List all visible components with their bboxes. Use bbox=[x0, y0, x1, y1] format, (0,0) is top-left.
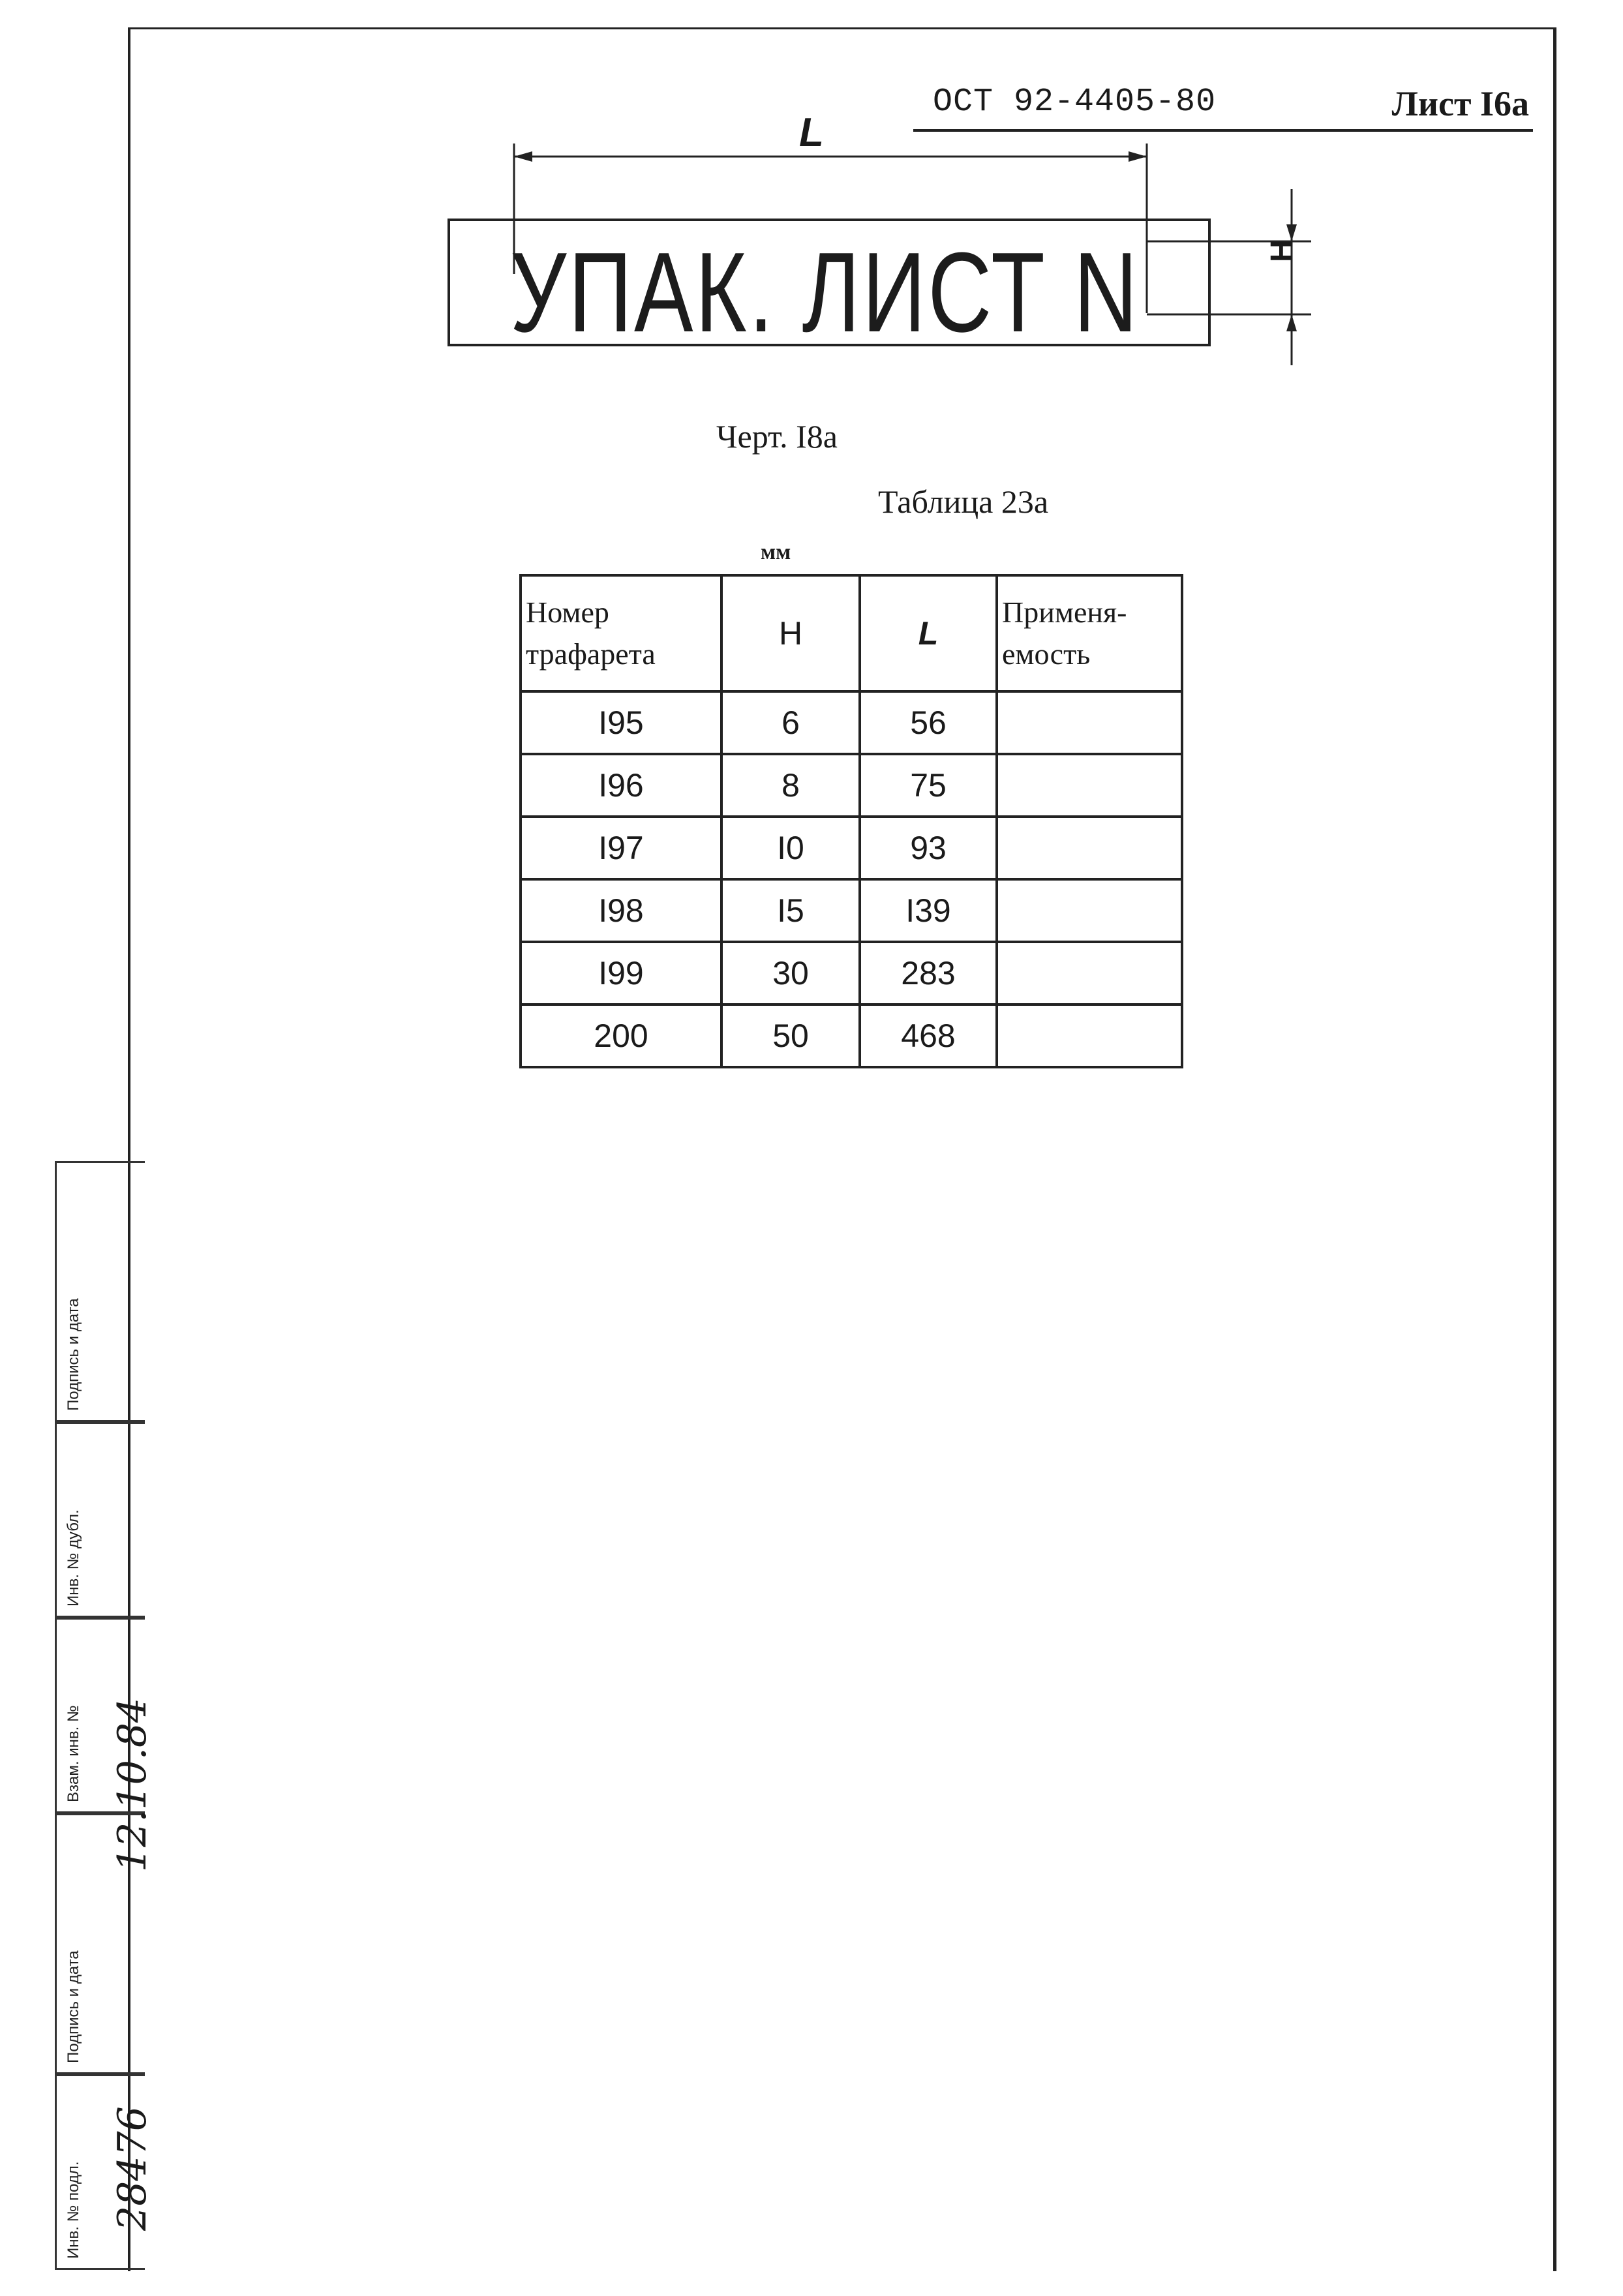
dimension-length-label: L bbox=[799, 110, 824, 155]
cell-h: 30 bbox=[721, 942, 860, 1004]
stamp-label: Инв. № дубл. bbox=[65, 1509, 82, 1607]
cell-l: 56 bbox=[860, 691, 997, 754]
table-row bbox=[521, 691, 1182, 754]
handwritten-inventory-number: 28476 bbox=[110, 2106, 155, 2231]
cell-l: 468 bbox=[860, 1004, 997, 1067]
header-number-line2: трафарета bbox=[526, 637, 656, 671]
table-row bbox=[521, 879, 1182, 942]
cell-h: I0 bbox=[721, 817, 860, 879]
table-row bbox=[521, 942, 1182, 1004]
table-units: мм bbox=[761, 540, 791, 564]
stencil-dimensions-table bbox=[519, 574, 1183, 1068]
cell-h: 50 bbox=[721, 1004, 860, 1067]
cell-number: I95 bbox=[521, 691, 721, 754]
cell-applicability bbox=[997, 879, 1182, 942]
cell-h: 8 bbox=[721, 754, 860, 817]
table-row bbox=[521, 754, 1182, 817]
table-caption: Таблица 23а bbox=[878, 483, 1049, 520]
stamp-cell-dup-inv bbox=[55, 1422, 145, 1618]
header-applicability bbox=[997, 575, 1182, 691]
cell-applicability bbox=[997, 942, 1182, 1004]
sheet-number: Лист I6а bbox=[1391, 84, 1529, 123]
cell-applicability bbox=[997, 691, 1182, 754]
cell-l: 75 bbox=[860, 754, 997, 817]
cell-l: 93 bbox=[860, 817, 997, 879]
cell-applicability bbox=[997, 754, 1182, 817]
table-row bbox=[521, 817, 1182, 879]
stamp-label: Взам. инв. № bbox=[65, 1705, 82, 1802]
header-l: L bbox=[860, 575, 997, 691]
cell-number: I98 bbox=[521, 879, 721, 942]
cell-l: I39 bbox=[860, 879, 997, 942]
table-header-row bbox=[521, 575, 1182, 691]
drawing-caption: Черт. I8а bbox=[716, 418, 838, 455]
stamp-label: Подпись и дата bbox=[65, 1950, 82, 2063]
cell-number: 200 bbox=[521, 1004, 721, 1067]
cell-h: I5 bbox=[721, 879, 860, 942]
cell-number: I97 bbox=[521, 817, 721, 879]
header-number bbox=[521, 575, 721, 691]
cell-applicability bbox=[997, 1004, 1182, 1067]
cell-l: 283 bbox=[860, 942, 997, 1004]
stencil-frame bbox=[447, 219, 1211, 355]
handwritten-date: 12.10.84 bbox=[110, 1697, 155, 1872]
stamp-label: Инв. № подл. bbox=[65, 2161, 82, 2259]
stamp-cell-signature-date bbox=[55, 1161, 145, 1422]
cell-applicability bbox=[997, 817, 1182, 879]
header-h: Н bbox=[721, 575, 860, 691]
cell-number: I99 bbox=[521, 942, 721, 1004]
header-applicability-line1: Применя- bbox=[1002, 596, 1127, 629]
cell-number: I96 bbox=[521, 754, 721, 817]
dimension-height-label: H bbox=[1265, 239, 1299, 262]
header-applicability-line2: емость bbox=[1002, 637, 1091, 671]
table-row bbox=[521, 1004, 1182, 1067]
document-code: ОСТ 92-4405-80 bbox=[933, 83, 1217, 121]
header-number-line1: Номер bbox=[526, 596, 609, 629]
stamp-label: Подпись и дата bbox=[65, 1298, 82, 1411]
stencil-text: УПАК. ЛИСТ N bbox=[510, 228, 1140, 355]
cell-h: 6 bbox=[721, 691, 860, 754]
